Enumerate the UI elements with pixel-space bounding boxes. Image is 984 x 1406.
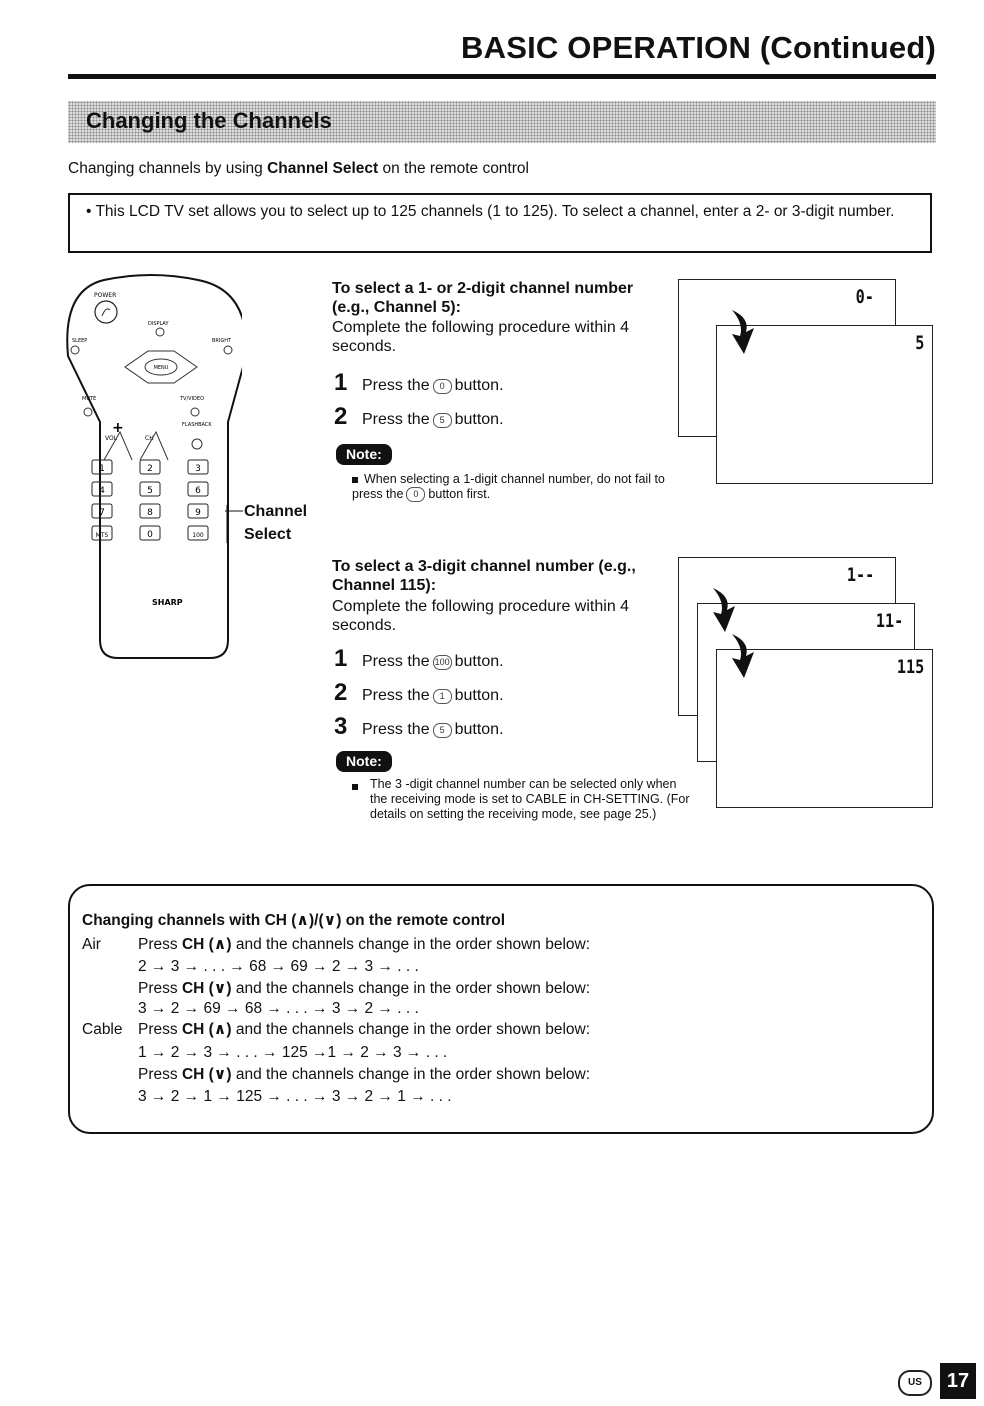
step-number: 2 [334, 403, 348, 430]
keypad-key-label: 8 [147, 508, 153, 518]
ch-row-text: Press CH (∧) and the channels change in the order shown below: [138, 1021, 591, 1038]
intro-text [68, 160, 529, 178]
ch-sequence: 3 → 2 → 1 → 125 → . . . → 3 → 2 → 1 → . . . [138, 1088, 452, 1105]
remote-mute-label: MUTE [82, 396, 97, 402]
screen-readout: 11- [875, 610, 903, 632]
step-text: Press the 5 button. [362, 721, 504, 738]
note-text: The 3 -digit channel number can be selected only when the receiving mode is set to CABLE in CH-SETTING. (For details on setting the receiving mode, see page 25.) [370, 777, 690, 821]
screen-readout: 5 [914, 332, 924, 354]
intro-suffix: on the remote control [378, 160, 529, 177]
ch-row-text: Press CH (∨) and the channels change in the order shown below: [138, 980, 591, 997]
arrow-down-icon [722, 630, 772, 680]
keypad-key-label: 3 [195, 464, 201, 474]
section-title: Changing the Channels [86, 108, 332, 133]
keypad-key-label: 5 [147, 486, 153, 496]
one-two-digit-desc: Complete the following procedure within 4 seconds. [332, 319, 630, 355]
three-digit-heading: To select a 3-digit channel number (e.g., Channel 115): [332, 558, 636, 594]
remote-menu-label: MENU [153, 365, 169, 371]
channel-select-label-2: Select [244, 526, 292, 543]
step-number: 3 [334, 713, 348, 740]
step-text: Press the 5 button. [362, 411, 504, 428]
remote-bright-label: BRIGHT [212, 338, 232, 344]
step-number: 1 [334, 369, 348, 396]
screen-readout: 0- [855, 286, 874, 308]
ch-sequence: 2 → 3 → . . . → 68 → 69 → 2 → 3 → . . . [138, 958, 419, 975]
keypad-key-label: 7 [99, 508, 105, 518]
remote-tvvideo-label: TV/VIDEO [180, 396, 204, 402]
keypad-key-label: 4 [99, 486, 105, 496]
keypad-key-label: 2 [147, 464, 153, 474]
keypad-key-label: 1 [99, 464, 105, 474]
note-text: When selecting a 1-digit channel number, do not fail to press the 0 button first. [352, 472, 665, 501]
channel-select-leader [225, 505, 245, 545]
remote-control-illustration [60, 272, 242, 664]
keypad-key-label: 100 [192, 532, 204, 539]
sharp-logo: SHARP [152, 598, 183, 607]
step-text: Press the 0 button. [362, 377, 504, 394]
page-title: BASIC OPERATION (Continued) [461, 30, 936, 65]
screen-readout: 115 [896, 656, 924, 678]
channel-select-label-1: Channel [244, 503, 308, 520]
key-5-icon: 5 [433, 723, 452, 738]
region-badge: US [898, 1370, 932, 1396]
three-digit-desc: Complete the following procedure within 4 seconds. [332, 598, 630, 634]
remote-power-label: POWER [94, 292, 117, 299]
keypad-key-label: 0 [147, 530, 153, 540]
keypad-key-label: 6 [195, 486, 201, 496]
arrow-down-icon [722, 306, 772, 356]
ch-sequence: 1 → 2 → 3 → . . . → 125 →1 → 2 → 3 → . . . [138, 1044, 448, 1061]
keypad-key-label: 9 [195, 508, 201, 518]
info-text: • This LCD TV set allows you to select up to 125 channels (1 to 125). To select a channel, enter a 2- or 3-digit number. [86, 203, 895, 220]
title-rule [68, 74, 936, 79]
key-0-icon: 0 [433, 379, 452, 394]
key-100-icon: 100 [433, 655, 452, 670]
step-number: 2 [334, 679, 348, 706]
page-number: 17 [940, 1363, 976, 1399]
note-badge: Note: [336, 751, 392, 772]
note-badge: Note: [336, 444, 392, 465]
one-two-digit-heading: To select a 1- or 2-digit channel number (e.g., Channel 5): [332, 280, 634, 316]
ch-row-label: Air [82, 936, 101, 953]
key-5-icon: 5 [433, 413, 452, 428]
remote-vol-label: VOL [105, 435, 118, 442]
remote-sleep-label: SLEEP [72, 338, 88, 344]
keypad-key-label: MTS [95, 532, 109, 539]
ch-row-text: Press CH (∧) and the channels change in the order shown below: [138, 936, 591, 953]
ch-row-text: Press CH (∨) and the channels change in the order shown below: [138, 1066, 591, 1083]
svg-text:+: + [112, 420, 124, 436]
intro-prefix: Changing channels by using [68, 160, 268, 177]
step-number: 1 [334, 645, 348, 672]
screen-readout: 1-- [846, 564, 874, 586]
intro-bold: Channel Select [267, 160, 379, 177]
step-text: Press the 100 button. [362, 653, 504, 670]
ch-sequence: 3 → 2 → 69 → 68 → . . . → 3 → 2 → . . . [138, 1000, 419, 1017]
remote-display-label: DISPLAY [148, 321, 169, 327]
remote-ch-label: CH [145, 435, 154, 442]
key-0-icon: 0 [406, 487, 425, 502]
ch-row-label: Cable [82, 1021, 123, 1038]
arrow-down-icon [703, 584, 753, 634]
ch-updown-heading: Changing channels with CH (∧)/(∨) on the remote control [82, 912, 506, 929]
step-text: Press the 1 button. [362, 687, 504, 704]
key-1-icon: 1 [433, 689, 452, 704]
remote-flashback-label: FLASHBACK [182, 422, 212, 428]
